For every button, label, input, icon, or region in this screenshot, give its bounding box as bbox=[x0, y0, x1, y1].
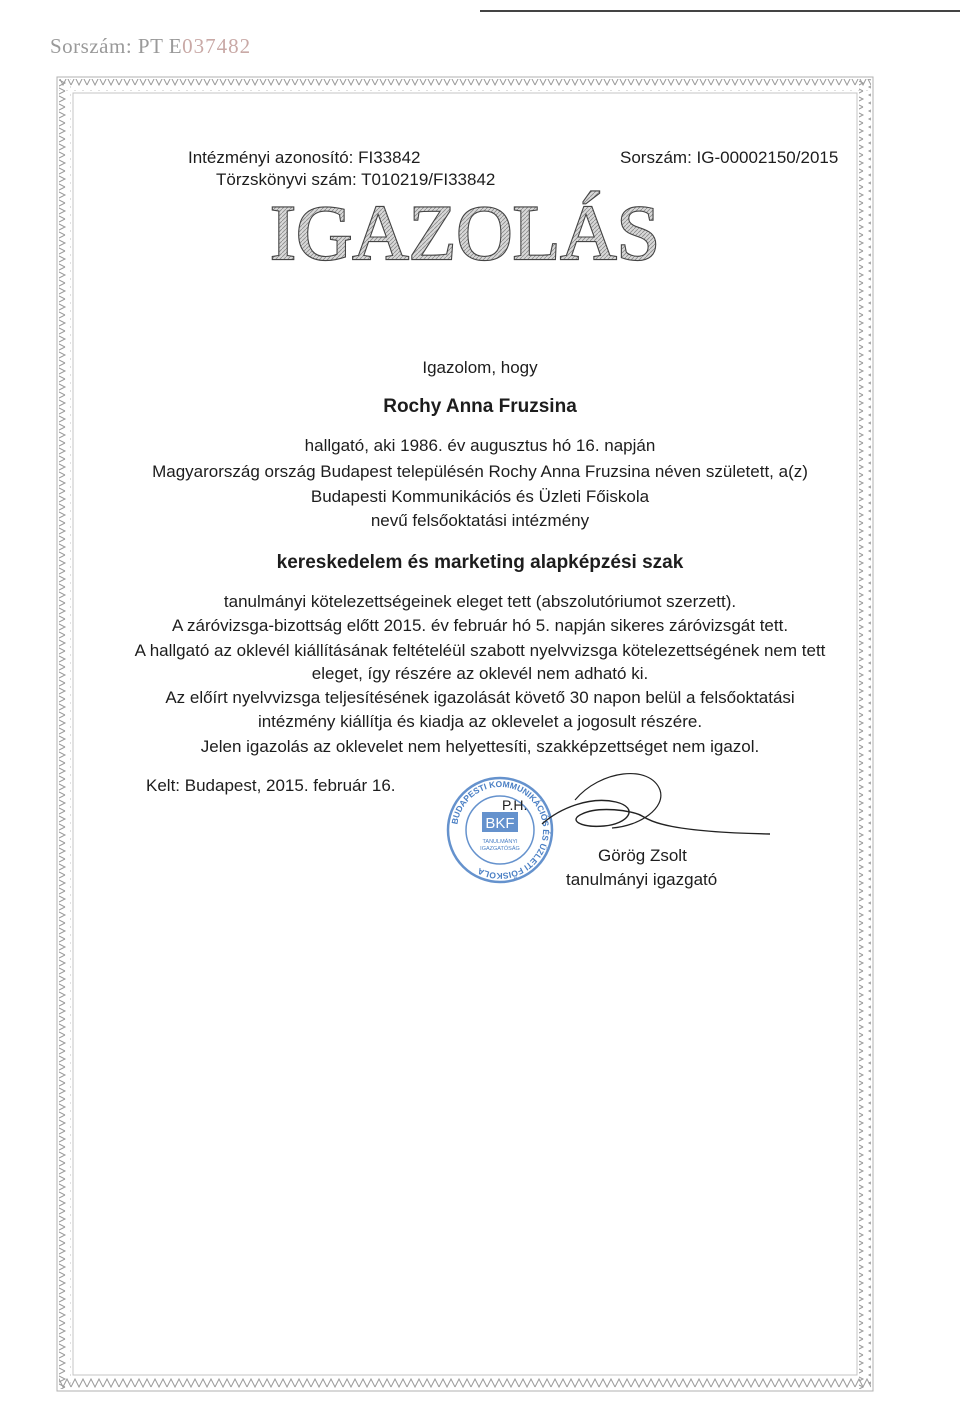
document-title bbox=[270, 185, 660, 275]
serial-top-label: Sorszám: PT E bbox=[50, 34, 183, 58]
stamp-inner-line-1: TANULMÁNYI bbox=[482, 839, 518, 845]
body-line-4: nevű felsőoktatási intézmény bbox=[370, 511, 590, 530]
body-line-1: hallgató, aki 1986. év augusztus hó 16. napján bbox=[304, 436, 656, 455]
registry-number: Törzskönyvi szám: T010219/FI33842 bbox=[216, 170, 496, 189]
paragraph-1: tanulmányi kötelezettségeinek eleget tett (abszolutóriumot szerzett). bbox=[223, 592, 737, 611]
paragraph-7: Jelen igazolás az oklevelet nem helyettesíti, szakképzettséget nem igazol. bbox=[200, 737, 760, 756]
major-name: kereskedelem és marketing alapképzési szak bbox=[276, 552, 684, 573]
paragraph-4: eleget, így részére az oklevél nem adható ki. bbox=[311, 664, 649, 683]
institution-name: Budapesti Kommunikációs és Üzleti Főiskola bbox=[310, 487, 650, 506]
stamp-inner-line-2: IGAZGATÓSÁG bbox=[480, 846, 520, 852]
signatory-name: Görög Zsolt bbox=[598, 846, 687, 865]
serial-top-number: 037482 bbox=[182, 34, 252, 58]
top-rule bbox=[480, 10, 960, 12]
institution-id: Intézményi azonosító: FI33842 bbox=[188, 148, 421, 167]
paragraph-2: A záróvizsga-bizottság előtt 2015. év február hó 5. napján sikeres záróvizsgát tett. bbox=[171, 616, 789, 635]
stamp-logo: BKF bbox=[485, 815, 515, 832]
title-text: IGAZOLÁS bbox=[270, 189, 660, 275]
intro-text: Igazolom, hogy bbox=[422, 358, 538, 377]
paragraph-3: A hallgató az oklevél kiállításának feltételéül szabott nyelvvizsga kötelezettségének nem tett bbox=[134, 641, 826, 660]
stamp-ph: P.H. bbox=[502, 797, 528, 813]
issue-date: Kelt: Budapest, 2015. február 16. bbox=[146, 776, 396, 795]
stamp-ring-text: BUDAPESTI KOMMUNIKÁCIÓS ÉS ÜZLETI FŐISKOLA bbox=[449, 778, 552, 882]
document-serial: Sorszám: IG-00002150/2015 bbox=[620, 148, 839, 167]
signatory-role: tanulmányi igazgató bbox=[566, 870, 718, 889]
student-name: Rochy Anna Fruzsina bbox=[383, 396, 577, 417]
paragraph-5: Az előírt nyelvvizsga teljesítésének igazolását követő 30 napon belül a felsőoktatási bbox=[165, 688, 795, 707]
body-line-2: Magyarország ország Budapest településén Rochy Anna Fruzsina néven született, a(z) bbox=[152, 462, 808, 481]
serial-top bbox=[50, 34, 251, 59]
paragraph-6: intézmény kiállítja és kiadja az oklevelet a jogosult részére. bbox=[257, 712, 703, 731]
